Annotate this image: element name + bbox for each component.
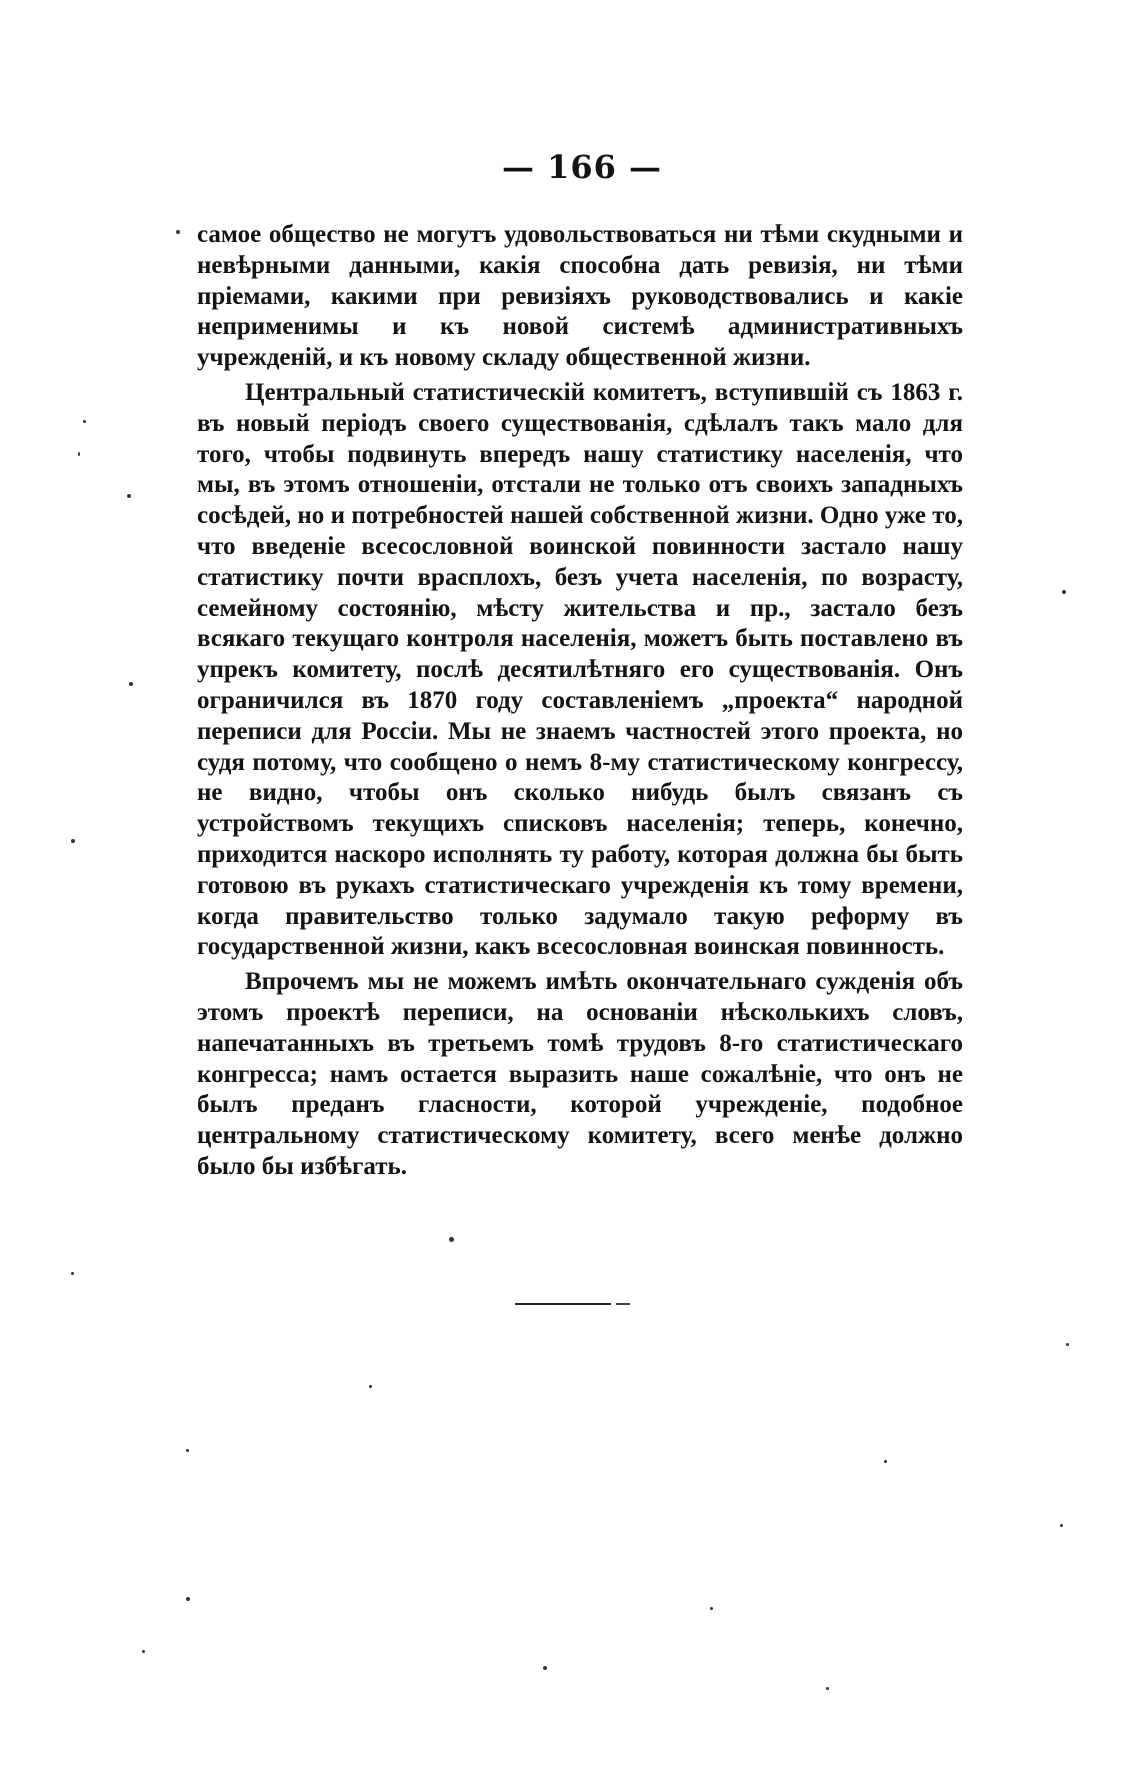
scan-speck (369, 1385, 372, 1388)
scan-speck (186, 1449, 189, 1452)
paragraph-2: Центральный статистическій комитетъ, вступившій съ 1863 г. въ новый періодъ своего существованія, сдѣлалъ такъ мало для того, чтобы подвинуть впередъ нашу статистику населенія, что мы, въ этомъ отношеніи, отстали не только отъ своихъ западныхъ сосѣдей, но и потребностей нашей собственной жизни. Одно уже то, что введеніе всесословной воинской повинности застало нашу статистику почти врасплохъ, безъ учета населенія, по возрасту, семейному состоянію, мѣсту жительства и пр., застало безъ всякаго текущаго контроля населенія, можетъ быть поставлено въ упрекъ комитету, послѣ десятилѣтняго его существованія. Онъ ограничился въ 1870 году составленіемъ „проекта“ народной переписи для Россіи. Мы не знаемъ частностей этого проекта, но судя потому, что сообщено о немъ 8-му статистическому конгрессу, не видно, чтобы онъ сколько нибудь былъ связанъ съ устройствомъ текущихъ списковъ населенія; теперь, конечно, приходится наскоро исполнять ту работу, которая должна бы быть готовою въ рукахъ статистическаго учрежденія къ тому времени, когда правительство только задумало такую реформу въ государственной жизни, какъ всесословная воинская повинность. (197, 378, 963, 961)
scan-speck (1062, 590, 1066, 594)
scan-speck (129, 682, 133, 686)
end-rule-tail (616, 1303, 630, 1305)
scan-speck (71, 839, 75, 843)
paragraph-3: Впрочемъ мы не можемъ имѣть окончательнаго сужденія объ этомъ проектѣ переписи, на основаніи нѣсколькихъ словъ, напечатанныхъ въ третьемъ томѣ трудовъ 8-го статистическаго конгресса; намъ остается выразить наше сожалѣніе, что онъ не былъ преданъ гласности, которой учрежденіе, подобное центральному статистическому комитету, всего менѣе должно было бы избѣгать. (197, 968, 963, 1180)
scan-speck (186, 1597, 190, 1601)
scan-speck (83, 420, 86, 423)
scan-speck (71, 1272, 74, 1275)
scan-speck (176, 230, 180, 234)
scan-speck (1066, 1343, 1069, 1346)
scan-speck (449, 1237, 454, 1242)
scan-speck (826, 1687, 829, 1690)
scan-speck (543, 1666, 547, 1670)
scan-speck (1060, 1524, 1063, 1527)
paragraph-1: самое общество не могутъ удовольствоваться ни тѣми скудными и невѣрными данными, какія способна дать ревизія, ни тѣми пріемами, какими при ревизіяхъ руководствовались и какіе неприменимы и къ новой системѣ административныхъ учрежденій, и къ новому складу общественной жизни. (197, 221, 963, 372)
end-rule (515, 1303, 611, 1305)
page-number: — 166 — (501, 148, 663, 186)
scan-speck (78, 452, 80, 456)
body-text (197, 220, 963, 1183)
scan-speck (710, 1607, 713, 1610)
scan-speck (884, 1460, 887, 1463)
scan-speck (127, 494, 131, 498)
scan-speck (142, 1650, 145, 1653)
